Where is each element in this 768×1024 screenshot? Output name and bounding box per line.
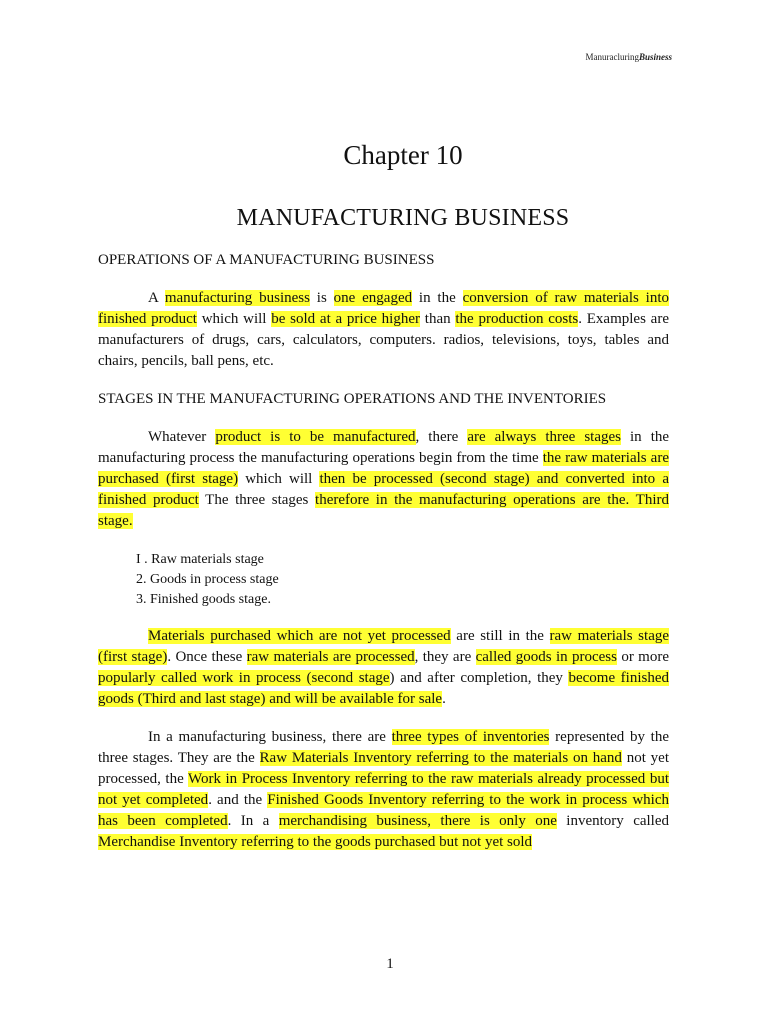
highlighted-text: called goods in process bbox=[475, 649, 617, 665]
chapter-title: MANUFACTURING BUSINESS bbox=[236, 205, 570, 231]
stages-list bbox=[98, 550, 669, 610]
text-run: in the bbox=[412, 290, 463, 306]
text-run: is bbox=[309, 290, 334, 306]
paragraph-materials bbox=[98, 626, 669, 710]
page-number: 1 bbox=[386, 956, 394, 972]
running-header bbox=[585, 52, 672, 62]
highlighted-text: three types of inventories bbox=[391, 729, 550, 745]
highlighted-text: raw materials are processed bbox=[246, 649, 415, 665]
highlighted-text: Materials purchased which are not yet processed bbox=[148, 628, 451, 644]
text-run: which will bbox=[238, 471, 320, 487]
list-item: I . Raw materials stage bbox=[136, 552, 264, 567]
text-run: . bbox=[442, 691, 446, 707]
text-run: , they are bbox=[414, 649, 476, 665]
highlighted-text: be sold at a price higher bbox=[271, 311, 421, 327]
highlighted-text: therefore in the manufacturing operations are the. Third stage. bbox=[98, 492, 669, 529]
highlighted-text: the production costs bbox=[455, 311, 579, 327]
document-body bbox=[98, 250, 669, 853]
text-run: are still in the bbox=[450, 628, 550, 644]
text-run: not yet processed, the bbox=[98, 750, 669, 787]
highlighted-text: Merchandise Inventory referring to the goods purchased but not yet sold bbox=[98, 834, 533, 850]
text-run: The three stages bbox=[198, 492, 316, 508]
highlighted-text: merchandising business, there is only one bbox=[278, 813, 557, 829]
text-run: . and the bbox=[208, 792, 268, 808]
highlighted-text: conversion of raw materials into finished product bbox=[98, 290, 670, 327]
highlighted-text: are always three stages bbox=[467, 429, 621, 445]
text-run: . Once these bbox=[167, 649, 247, 665]
list-item: 3. Finished goods stage. bbox=[136, 592, 271, 607]
text-run: in the manufacturing process the manufacturing operations begin from the time bbox=[98, 429, 670, 466]
highlighted-text: Raw Materials Inventory referring to the materials on hand bbox=[259, 750, 622, 766]
running-header-text: Manuracluring bbox=[585, 52, 639, 62]
highlighted-text: Work in Process Inventory referring to the raw materials already processed but not yet completed bbox=[98, 771, 669, 808]
highlighted-text: then be processed (second stage) and converted into a finished product bbox=[98, 471, 669, 508]
section-heading-stages: STAGES IN THE MANUFACTURING OPERATIONS AND THE INVENTORIES bbox=[98, 391, 607, 407]
section-heading-operations: OPERATIONS OF A MANUFACTURING BUSINESS bbox=[98, 252, 435, 268]
text-run: represented by the three stages. They are the bbox=[98, 729, 669, 766]
text-run: . In a bbox=[227, 813, 279, 829]
highlighted-text: manufacturing business bbox=[164, 290, 310, 306]
running-header-bold: Business bbox=[638, 52, 672, 62]
text-run: , there bbox=[415, 429, 468, 445]
highlighted-text: popularly called work in process (second stage bbox=[98, 670, 390, 686]
highlighted-text: become finished goods (Third and last stage) and will be available for sale bbox=[98, 670, 669, 707]
paragraph-operations bbox=[98, 288, 669, 372]
text-run: inventory called bbox=[556, 813, 669, 829]
highlighted-text: raw materials stage (first stage) bbox=[98, 628, 670, 665]
text-run: than bbox=[420, 311, 456, 327]
text-run: or more bbox=[616, 649, 669, 665]
paragraph-inventories bbox=[98, 727, 669, 853]
highlighted-text: one engaged bbox=[333, 290, 413, 306]
chapter-number: Chapter 10 bbox=[343, 140, 463, 170]
text-run: . Examples are manufacturers of drugs, cars, calculators, computers. radios, televisions, toys, tables and chairs, pencils, ball pens, etc. bbox=[98, 311, 669, 369]
text-run: ) and after completion, they bbox=[389, 670, 569, 686]
text-run: A bbox=[148, 290, 165, 306]
paragraph-stages bbox=[98, 427, 669, 532]
text-run: In a manufacturing business, there are bbox=[148, 729, 392, 745]
highlighted-text: Finished Goods Inventory referring to the work in process which has been completed bbox=[98, 792, 669, 829]
text-run: which will bbox=[196, 311, 272, 327]
highlighted-text: product is to be manufactured bbox=[215, 429, 416, 445]
list-item: 2. Goods in process stage bbox=[136, 572, 279, 587]
text-run: Whatever bbox=[148, 429, 216, 445]
highlighted-text: the raw materials are purchased (first stage) bbox=[98, 450, 669, 487]
